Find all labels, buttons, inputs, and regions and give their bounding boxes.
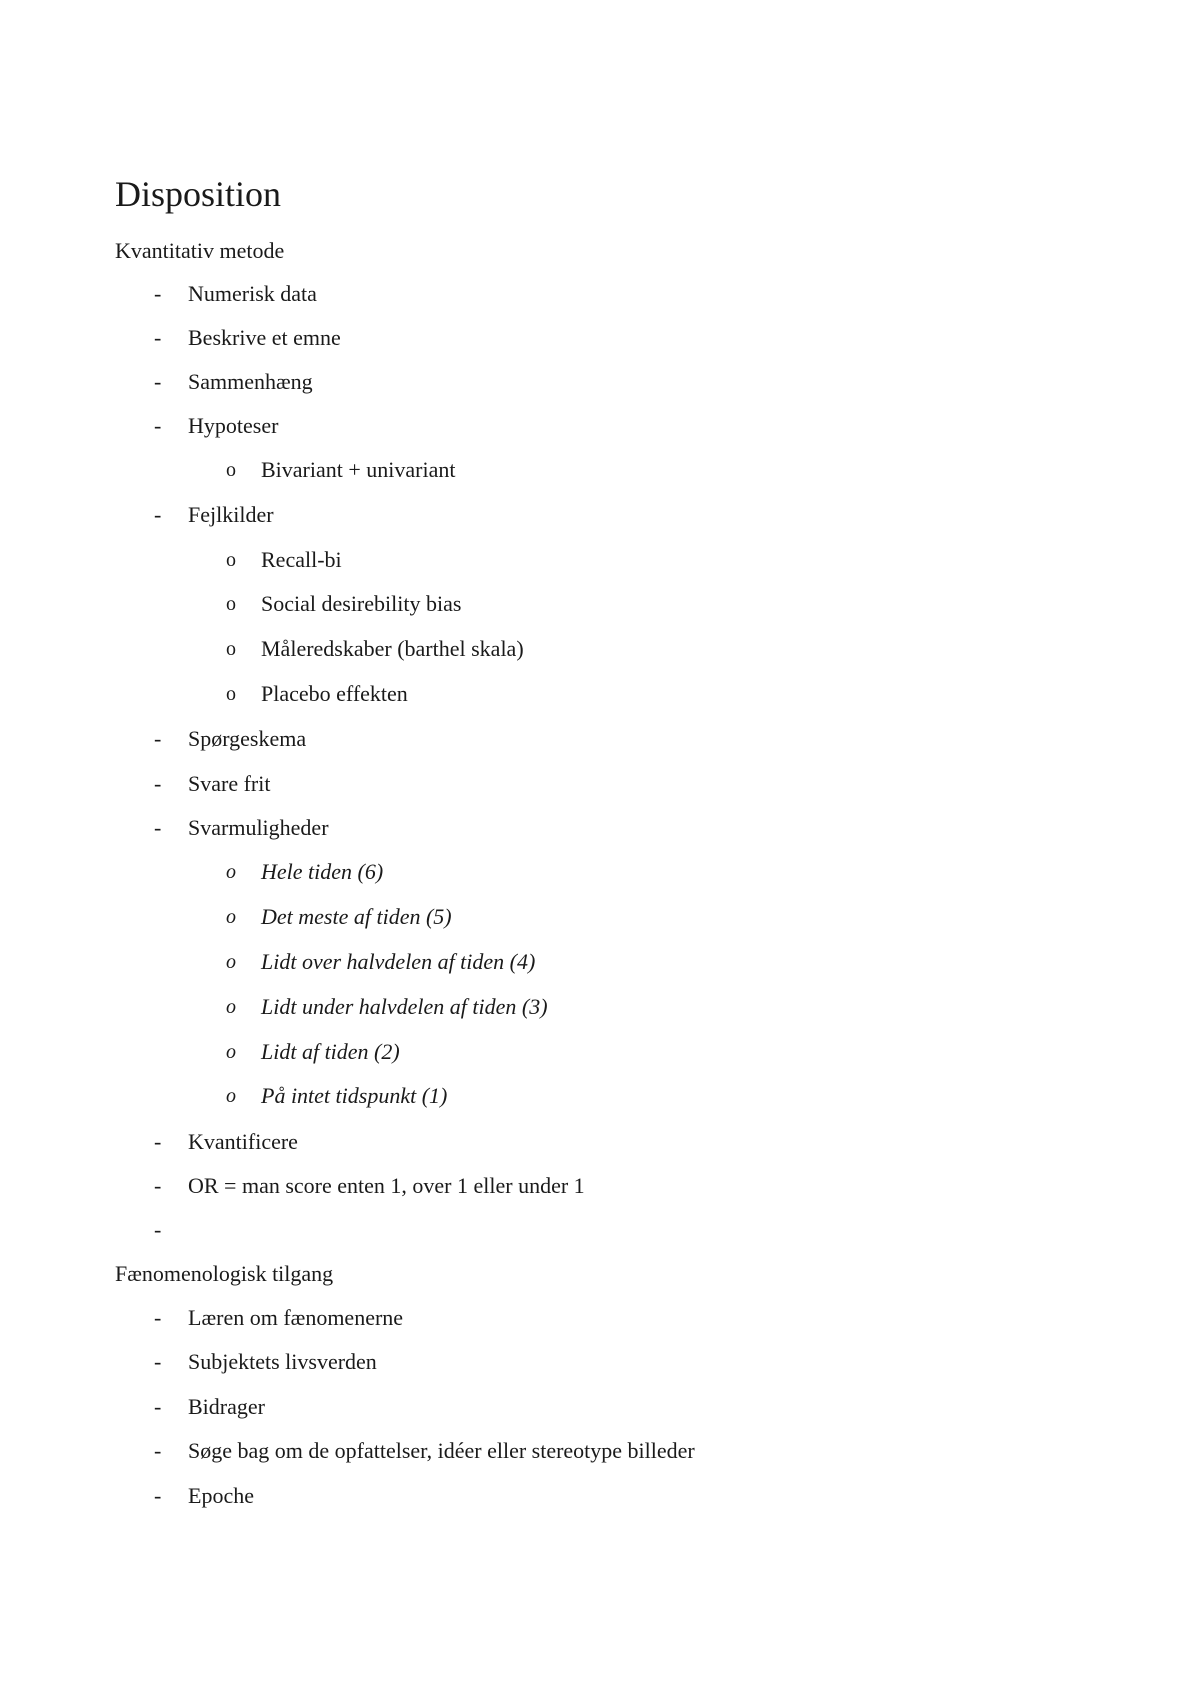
sub-list-item-text: Lidt af tiden (2) <box>261 1039 400 1064</box>
sub-list-item-text: Recall-bi <box>261 547 342 572</box>
dash-bullet: - <box>154 325 162 350</box>
circle-bullet: o <box>226 638 236 660</box>
sub-list-item-text: På intet tidspunkt (1) <box>261 1083 448 1108</box>
dash-bullet: - <box>154 771 162 796</box>
circle-bullet: o <box>226 459 236 481</box>
list-item-text: Spørgeskema <box>188 726 307 751</box>
dash-bullet: - <box>154 1305 162 1330</box>
sub-list-item-text: Social desirebility bias <box>261 591 462 616</box>
circle-bullet: o <box>226 1085 236 1107</box>
dash-bullet: - <box>154 1217 162 1242</box>
list-item-text: Læren om fænomenerne <box>188 1305 404 1330</box>
circle-bullet: o <box>226 861 236 883</box>
circle-bullet: o <box>226 951 236 973</box>
dash-bullet: - <box>154 1438 162 1463</box>
sub-list-item-text: Hele tiden (6) <box>261 859 384 884</box>
section-heading: Fænomenologisk tilgang <box>115 1261 334 1286</box>
dash-bullet: - <box>154 281 162 306</box>
page-title: Disposition <box>115 174 282 214</box>
dash-bullet: - <box>154 815 162 840</box>
dash-bullet: - <box>154 1129 162 1154</box>
circle-bullet: o <box>226 549 236 571</box>
circle-bullet: o <box>226 683 236 705</box>
dash-bullet: - <box>154 1349 162 1374</box>
list-item-text: OR = man score enten 1, over 1 eller under 1 <box>188 1173 585 1198</box>
circle-bullet: o <box>226 906 236 928</box>
list-item-text: Kvantificere <box>188 1129 298 1154</box>
list-item-text: Sammenhæng <box>188 369 313 394</box>
dash-bullet: - <box>154 413 162 438</box>
dash-bullet: - <box>154 502 162 527</box>
circle-bullet: o <box>226 996 236 1018</box>
sub-list-item-text: Bivariant + univariant <box>261 457 456 482</box>
list-item-text: Svare frit <box>188 771 271 796</box>
list-item-text: Hypoteser <box>188 413 279 438</box>
list-item-text: Beskrive et emne <box>188 325 341 350</box>
dash-bullet: - <box>154 369 162 394</box>
dash-bullet: - <box>154 1394 162 1419</box>
list-item-text: Epoche <box>188 1483 254 1508</box>
sub-list-item-text: Måleredskaber (barthel skala) <box>261 636 524 661</box>
circle-bullet: o <box>226 1041 236 1063</box>
sub-list-item-text: Lidt under halvdelen af tiden (3) <box>261 994 548 1019</box>
dash-bullet: - <box>154 726 162 751</box>
sub-list-item-text: Placebo effekten <box>261 681 408 706</box>
circle-bullet: o <box>226 593 236 615</box>
list-item-text: Bidrager <box>188 1394 265 1419</box>
list-item-text: Fejlkilder <box>188 502 274 527</box>
list-item-text: Subjektets livsverden <box>188 1349 377 1374</box>
dash-bullet: - <box>154 1483 162 1508</box>
dash-bullet: - <box>154 1173 162 1198</box>
sub-list-item-text: Det meste af tiden (5) <box>261 904 452 929</box>
list-item-text: Svarmuligheder <box>188 815 329 840</box>
sub-list-item-text: Lidt over halvdelen af tiden (4) <box>261 949 536 974</box>
section-heading: Kvantitativ metode <box>115 238 285 263</box>
list-item-text: Søge bag om de opfattelser, idéer eller stereotype billeder <box>188 1438 695 1463</box>
list-item-text: Numerisk data <box>188 281 317 306</box>
